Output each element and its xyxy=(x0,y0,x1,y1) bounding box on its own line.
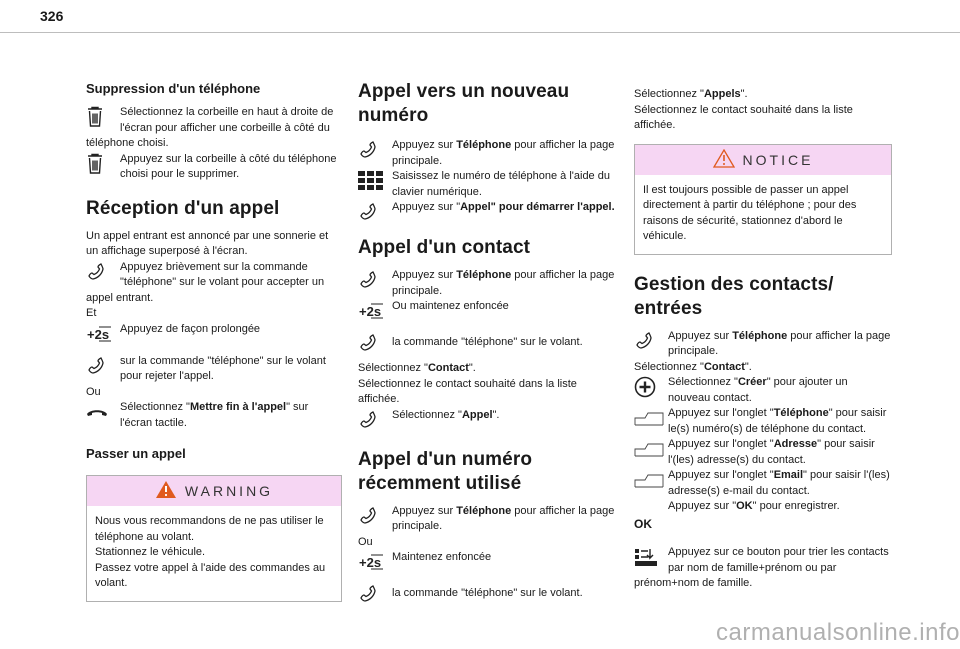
create-label: Créer xyxy=(737,376,767,388)
steering-phone-icon xyxy=(634,329,668,353)
column-middle xyxy=(358,80,616,606)
trash-icon xyxy=(86,152,120,176)
phone-tab-label: Téléphone xyxy=(773,407,829,419)
receive-step-long-press: Appuyez de façon prolongée xyxy=(120,322,261,335)
text: pour afficher la page principale. xyxy=(668,329,891,357)
text: Appuyez sur xyxy=(392,139,457,151)
text: Sélectionnez " xyxy=(634,360,704,373)
tab-icon xyxy=(634,406,668,430)
sort-contacts-step: Appuyez sur ce bouton pour trier les contacts par nom de famille+prénom ou par prénom+nom de famille. xyxy=(634,546,889,589)
section-title-make-call: Passer un appel xyxy=(86,446,186,461)
steering-phone-icon xyxy=(358,138,392,162)
contact-step-wheel: la commande "téléphone" sur le volant. xyxy=(392,336,583,348)
text: Appuyez sur " xyxy=(392,201,461,213)
text: " pour enregistrer. xyxy=(752,500,840,512)
phone-label: Téléphone xyxy=(456,139,512,151)
text: " sur l'écran tactile. xyxy=(120,401,309,429)
trash-icon xyxy=(86,105,120,129)
text: Sélectionnez " xyxy=(358,362,428,374)
calls-step-select: Sélectionnez le contact souhaité dans la liste affichée. xyxy=(634,103,853,131)
long-press-2s-icon xyxy=(358,299,392,323)
warning-text: Nous vous recommandons de ne pas utiliser le téléphone au volant. Stationnez le véhicule. Passez votre appel à l'aide des commandes au volant. xyxy=(95,515,326,589)
recent-step-hold: Maintenez enfoncée xyxy=(392,551,492,563)
notice-triangle-icon xyxy=(713,149,735,171)
text: Sélectionnez " xyxy=(634,88,704,100)
ok-icon: OK xyxy=(634,517,652,531)
address-tab-label: Adresse xyxy=(773,438,818,450)
text: ". xyxy=(740,88,748,100)
steering-phone-icon xyxy=(86,354,120,378)
notice-box xyxy=(634,144,892,255)
text: Appuyez sur xyxy=(392,269,457,281)
top-rule xyxy=(0,32,960,33)
text: Appuyez sur l'onglet " xyxy=(668,438,774,450)
sort-contacts-icon xyxy=(634,545,668,569)
text: Appuyez sur xyxy=(668,329,733,342)
text: ". xyxy=(492,408,500,421)
steering-phone-icon xyxy=(358,331,392,355)
svg-text:+2s: +2s xyxy=(87,326,110,342)
text: Appuyez sur xyxy=(392,504,457,517)
text: " pour saisir l'(les) adresse(s) du contact. xyxy=(668,438,875,466)
text: ". xyxy=(744,360,752,373)
tab-icon xyxy=(634,437,668,461)
long-press-2s-icon xyxy=(358,550,392,574)
text: Sélectionnez " xyxy=(120,401,190,413)
ok-label: OK xyxy=(736,500,753,512)
contact-label: Contact xyxy=(427,362,469,374)
section-title-new-number: Appel vers un nouveau numéro xyxy=(358,81,570,126)
receive-et: Et xyxy=(86,307,97,319)
section-title-recent-number: Appel d'un numéro récemment utilisé xyxy=(358,448,533,494)
text: Appuyez sur l'onglet " xyxy=(668,407,774,419)
svg-text:+2s: +2s xyxy=(359,555,382,570)
hang-up-icon xyxy=(86,400,120,424)
watermark: carmanualsonline.info xyxy=(716,619,960,646)
text: pour afficher la page principale. xyxy=(392,269,615,297)
contact-step-select: Sélectionnez le contact souhaité dans la liste affichée. xyxy=(358,377,577,405)
contact-step-hold: Ou maintenez enfoncée xyxy=(392,300,509,312)
new-number-step-2: Saisissez le numéro de téléphone à l'aide du clavier numérique. xyxy=(392,170,610,198)
recent-step-wheel: la commande "téléphone" sur le volant. xyxy=(392,587,583,599)
recent-ou: Ou xyxy=(358,535,373,548)
notice-text: Il est toujours possible de passer un appel directement à partir du téléphone ; pour des raisons de sécurité, stationnez d'abord le véhicule. xyxy=(643,183,857,242)
text: " pour saisir le(s) numéro(s) de téléphone du contact. xyxy=(668,407,887,435)
text: " pour saisir l'(les) adresse(s) e-mail du contact. xyxy=(668,469,890,497)
email-tab-label: Email xyxy=(773,469,804,481)
text: pour afficher la page principale. xyxy=(392,139,615,167)
keypad-icon xyxy=(358,169,392,193)
column-right xyxy=(634,87,892,592)
delete-step-1: Sélectionnez la corbeille en haut à droite de l'écran pour afficher une corbeille à côté du téléphone choisi. xyxy=(86,106,334,149)
warning-triangle-icon xyxy=(155,480,177,502)
delete-step-2: Appuyez sur la corbeille à côté du téléphone choisi pour le supprimer. xyxy=(120,152,337,180)
receive-step-reject: sur la commande "téléphone" sur le volant pour rejeter l'appel. xyxy=(120,354,326,382)
svg-text:+2s: +2s xyxy=(359,304,382,319)
section-title-manage-contacts: Gestion des contacts/ entrées xyxy=(634,273,834,319)
warning-box xyxy=(86,475,342,602)
steering-phone-icon xyxy=(86,260,120,284)
calls-label: Appels xyxy=(703,88,741,100)
call-label: Appel xyxy=(461,408,493,421)
phone-label: Téléphone xyxy=(456,504,512,517)
steering-phone-icon xyxy=(358,582,392,606)
call-start-label: Appel" pour démarrer l'appel. xyxy=(460,201,615,213)
receive-intro: Un appel entrant est annoncé par une sonnerie et un affichage superposé à l'écran. xyxy=(86,229,329,257)
steering-phone-icon xyxy=(358,504,392,528)
text: Appuyez sur " xyxy=(668,500,737,512)
contact-label: Contact xyxy=(703,360,745,373)
steering-phone-icon xyxy=(358,268,392,292)
column-left xyxy=(86,80,342,602)
warning-header xyxy=(87,476,341,506)
phone-label: Téléphone xyxy=(732,329,788,342)
text: ". xyxy=(468,362,476,374)
text: Sélectionnez " xyxy=(668,376,738,388)
receive-step-accept: Appuyez brièvement sur la commande "téléphone" sur le volant pour accepter un appel entrant. xyxy=(86,260,325,304)
steering-phone-icon xyxy=(358,200,392,224)
text: pour afficher la page principale. xyxy=(392,504,615,532)
page-number: 326 xyxy=(40,8,64,24)
text: Appuyez sur l'onglet " xyxy=(668,469,774,481)
section-title-delete-phone: Suppression d'un téléphone xyxy=(86,81,261,96)
phone-label: Téléphone xyxy=(456,269,512,281)
warning-label: WARNING xyxy=(184,483,274,499)
text: " pour ajouter un nouveau contact. xyxy=(668,376,848,404)
notice-label: NOTICE xyxy=(742,151,814,168)
add-circle-icon xyxy=(634,375,668,399)
section-title-receive-call: Réception d'un appel xyxy=(86,197,280,219)
steering-phone-icon xyxy=(358,408,392,432)
long-press-2s-icon xyxy=(86,322,120,346)
receive-ou: Ou xyxy=(86,385,101,398)
end-call-label: Mettre fin à l'appel xyxy=(189,401,287,413)
notice-header xyxy=(635,145,891,175)
tab-icon xyxy=(634,468,668,492)
text: Sélectionnez " xyxy=(392,408,462,421)
section-title-call-contact: Appel d'un contact xyxy=(358,237,531,258)
